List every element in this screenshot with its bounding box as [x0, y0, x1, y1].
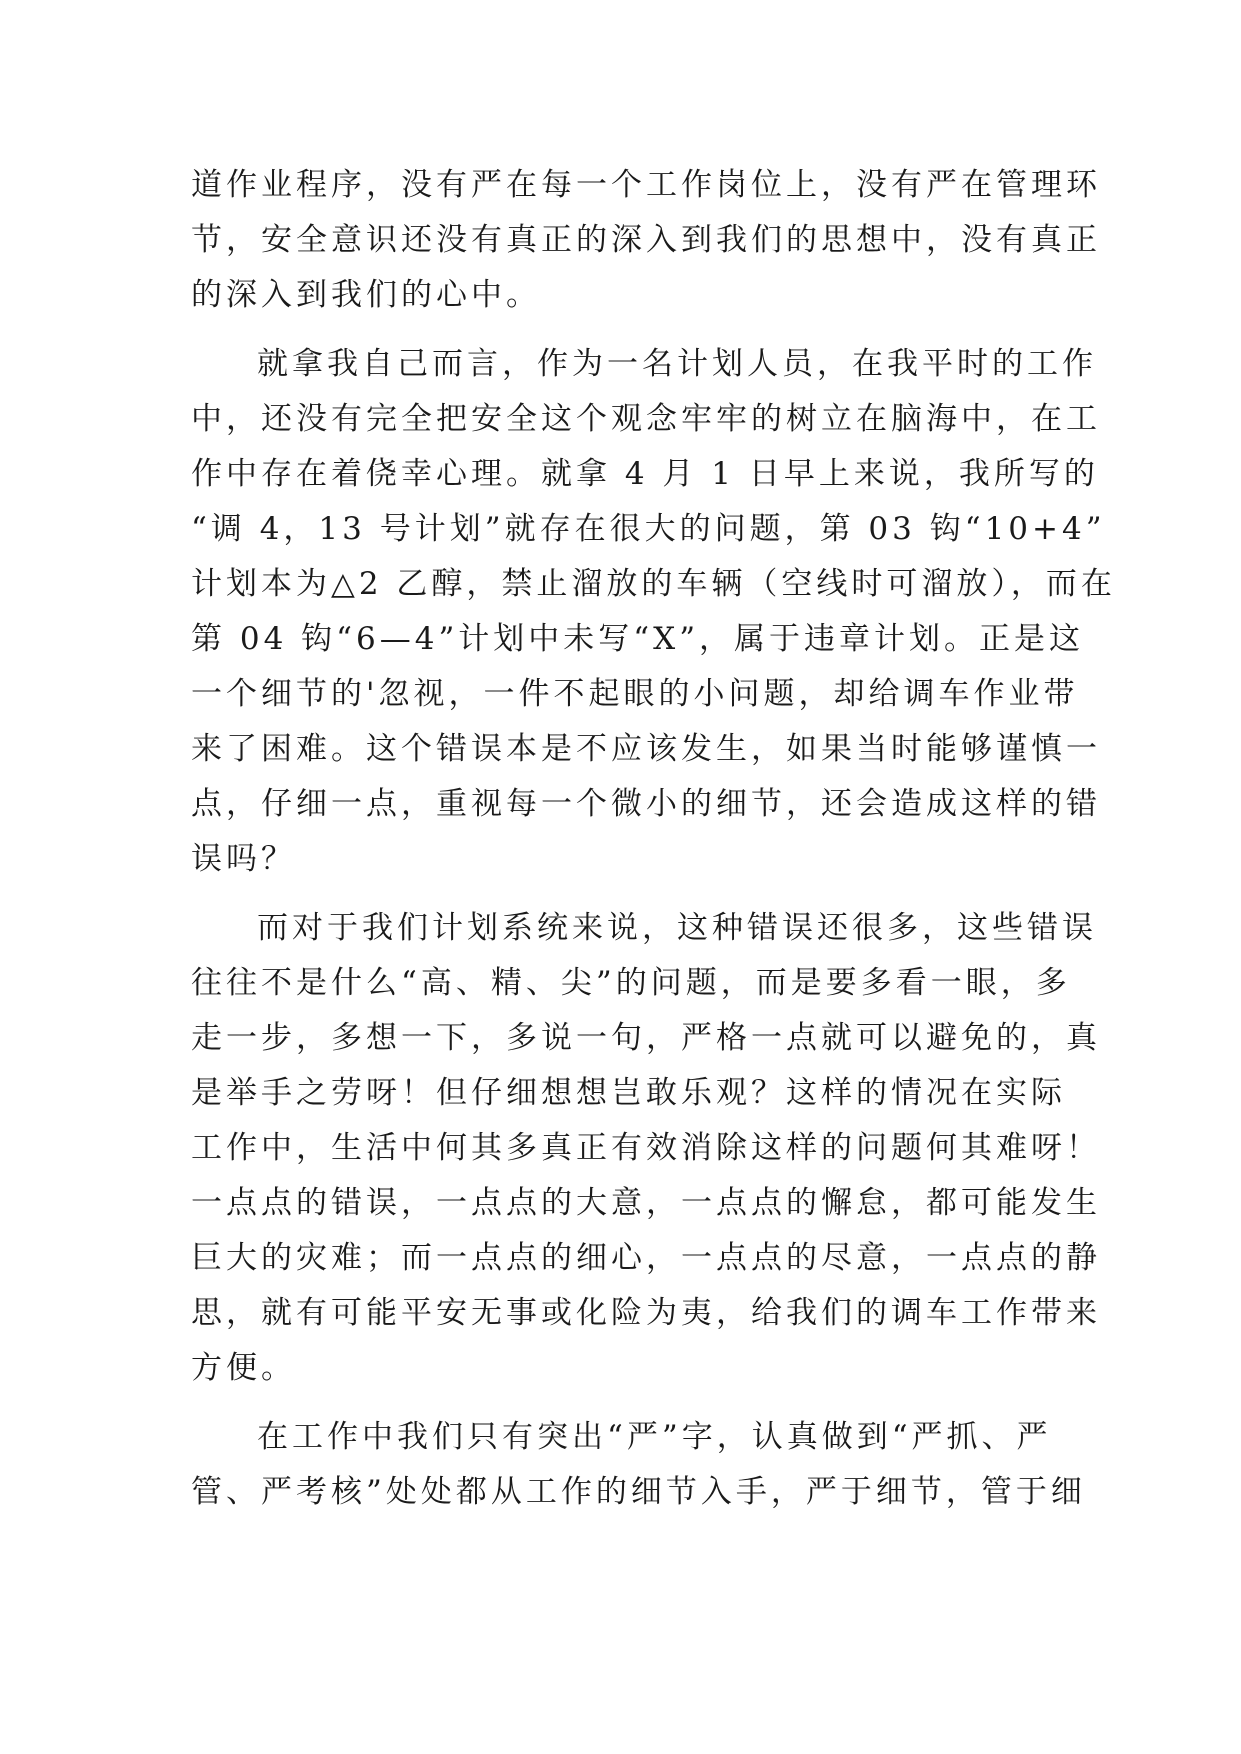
- text-line: 工作中，生活中何其多真正有效消除这样的问题何其难呀！: [191, 1130, 1101, 1166]
- text-line: 走一步，多想一下，多说一句，严格一点就可以避免的，真: [191, 1020, 1101, 1056]
- text-line: 方便。: [191, 1350, 296, 1386]
- paragraph-first-line: 在工作中我们只有突出“严”字，认真做到“严抓、严: [257, 1419, 1052, 1455]
- text-line: 点，仔细一点，重视每一个微小的细节，还会造成这样的错: [191, 786, 1101, 822]
- text-line: 来了困难。这个错误本是不应该发生，如果当时能够谨慎一: [191, 731, 1101, 767]
- text-line: 往往不是什么“高、精、尖”的问题，而是要多看一眼，多: [191, 965, 1071, 1001]
- text-line: 中，还没有完全把安全这个观念牢牢的树立在脑海中，在工: [191, 401, 1101, 437]
- text-line: 一点点的错误，一点点的大意，一点点的懈怠，都可能发生: [191, 1185, 1101, 1221]
- text-line: 节，安全意识还没有真正的深入到我们的思想中，没有真正: [191, 222, 1101, 258]
- document-body: [191, 158, 1116, 1520]
- text-line: “调 4，13 号计划”就存在很大的问题，第 03 钩“10+4”: [191, 511, 1106, 547]
- text-line: 思，就有可能平安无事或化险为夷，给我们的调车工作带来: [191, 1295, 1101, 1331]
- text-line: 一个细节的'忽视，一件不起眼的小问题，却给调车作业带: [191, 676, 1079, 712]
- text-line: 计划本为△2 乙醇，禁止溜放的车辆（空线时可溜放），而在: [191, 566, 1116, 602]
- text-line: 巨大的灾难；而一点点的细心，一点点的尽意，一点点的静: [191, 1240, 1101, 1276]
- text-line: 第 04 钩“6—4”计划中未写“X”，属于违章计划。正是这: [191, 621, 1085, 657]
- text-line: 是举手之劳呀！但仔细想想岂敢乐观？这样的情况在实际: [191, 1075, 1066, 1111]
- paragraph-first-line: 而对于我们计划系统来说，这种错误还很多，这些错误: [257, 910, 1097, 946]
- paragraph-first-line: 就拿我自己而言，作为一名计划人员，在我平时的工作: [257, 346, 1097, 382]
- text-line: 作中存在着侥幸心理。就拿 4 月 1 日早上来说，我所写的: [191, 456, 1099, 492]
- text-line: 管、严考核”处处都从工作的细节入手，严于细节，管于细: [191, 1474, 1086, 1510]
- text-line: 道作业程序，没有严在每一个工作岗位上，没有严在管理环: [191, 167, 1101, 203]
- text-line: 的深入到我们的心中。: [191, 277, 541, 313]
- text-line: 误吗？: [191, 841, 296, 877]
